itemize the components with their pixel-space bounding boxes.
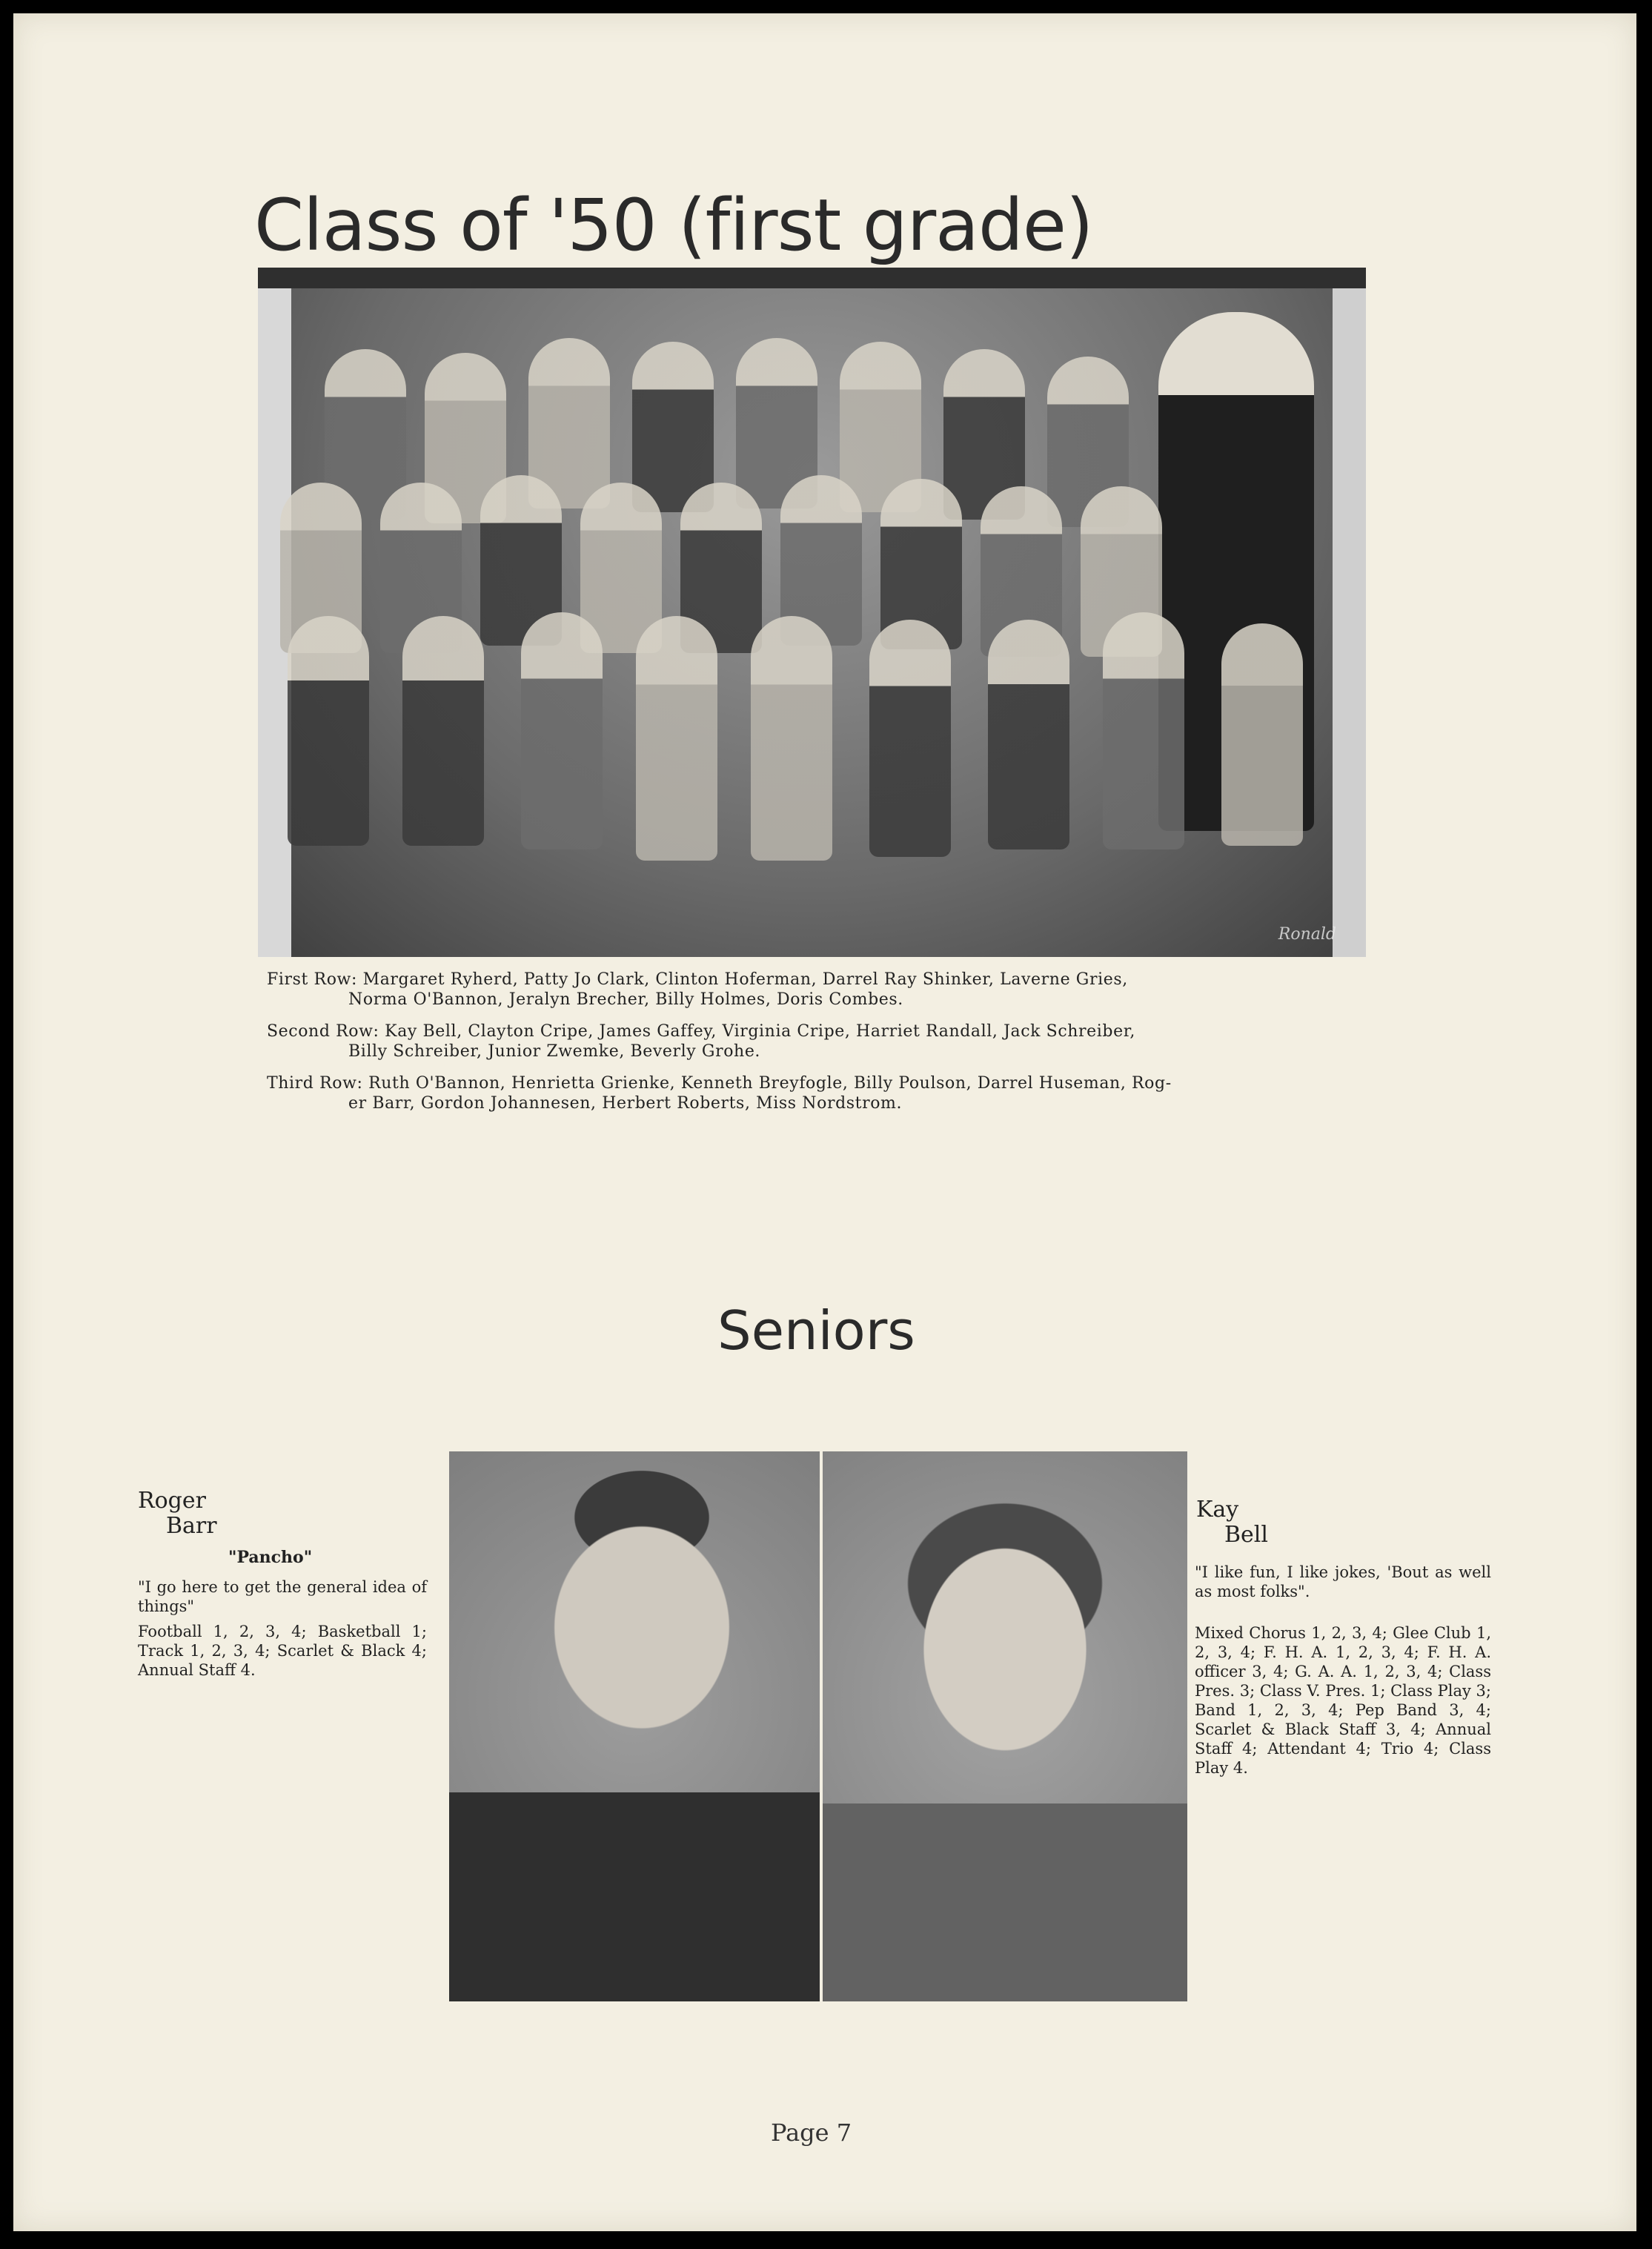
- child-figure: [751, 616, 832, 861]
- caption-first-row: [267, 970, 1379, 1010]
- child-figure: [869, 620, 951, 857]
- seniors-title: Seniors: [717, 1299, 915, 1362]
- caption-third-row: [267, 1073, 1379, 1113]
- child-figure: [402, 616, 484, 846]
- caption-names: Ruth O'Bannon, Henrietta Grienke, Kenneth Breyfogle, Billy Poulson, Darrel Huseman, Rog-: [368, 1074, 1172, 1093]
- senior-activities-right: Mixed Chorus 1, 2, 3, 4; Glee Club 1, 2, 3, 4; F. H. A. 1, 2, 3, 4; F. H. A. officer 3, 4; G. A. A. 1, 2, 3, 4; Class Pres. 3; Class V. Pres. 1; Class Play 3; Band 1, 2, 3, 4; Pep Band 3, 4; Scarlet & Black Staff 3, 4; Annual Staff 4; Attendant 4; Trio 4; Class Play 4.: [1195, 1624, 1491, 1777]
- class-photo-title: Class of '50 (first grade): [254, 184, 1093, 267]
- yearbook-page: [13, 13, 1636, 2231]
- child-figure: [988, 620, 1069, 849]
- caption-label: First Row:: [267, 970, 357, 989]
- caption-names-continued: Norma O'Bannon, Jeralyn Brecher, Billy Holmes, Doris Combes.: [348, 990, 903, 1009]
- senior-portrait-right: [823, 1451, 1187, 2001]
- senior-nickname: "Pancho": [228, 1548, 313, 1567]
- caption-label: Second Row:: [267, 1022, 379, 1041]
- senior-first-name: Kay: [1196, 1497, 1239, 1523]
- caption-names-continued: Billy Schreiber, Junior Zwemke, Beverly Grohe.: [348, 1042, 761, 1061]
- child-figure: [1221, 623, 1303, 846]
- child-figure: [288, 616, 369, 846]
- caption-names: Margaret Ryherd, Patty Jo Clark, Clinton Hoferman, Darrel Ray Shinker, Laverne Gries,: [362, 970, 1128, 989]
- senior-name-right: [1196, 1497, 1268, 1548]
- senior-quote-right: "I like fun, I like jokes, 'Bout as well as most folks".: [1195, 1563, 1491, 1600]
- senior-last-name: Barr: [166, 1513, 217, 1539]
- caption-label: Third Row:: [267, 1074, 363, 1093]
- senior-name-left: [138, 1488, 217, 1539]
- page-number: Page 7: [771, 2119, 852, 2147]
- senior-portrait-left: [449, 1451, 820, 2001]
- senior-first-name: Roger: [138, 1488, 206, 1514]
- caption-names: Kay Bell, Clayton Cripe, James Gaffey, Virginia Cripe, Harriet Randall, Jack Schreiber,: [385, 1022, 1136, 1041]
- photographer-signature: Ronald: [1278, 925, 1336, 944]
- caption-names-continued: er Barr, Gordon Johannesen, Herbert Roberts, Miss Nordstrom.: [348, 1094, 903, 1113]
- caption-second-row: [267, 1021, 1379, 1061]
- senior-last-name: Bell: [1224, 1522, 1268, 1548]
- child-figure: [521, 612, 603, 849]
- child-figure: [636, 616, 717, 861]
- child-figure: [1103, 612, 1184, 849]
- class-group-photo: [258, 268, 1366, 957]
- senior-quote-left: "I go here to get the general idea of things": [138, 1578, 427, 1615]
- senior-activities-left: Football 1, 2, 3, 4; Basketball 1; Track 1, 2, 3, 4; Scarlet & Black 4; Annual Staff 4.: [138, 1623, 427, 1679]
